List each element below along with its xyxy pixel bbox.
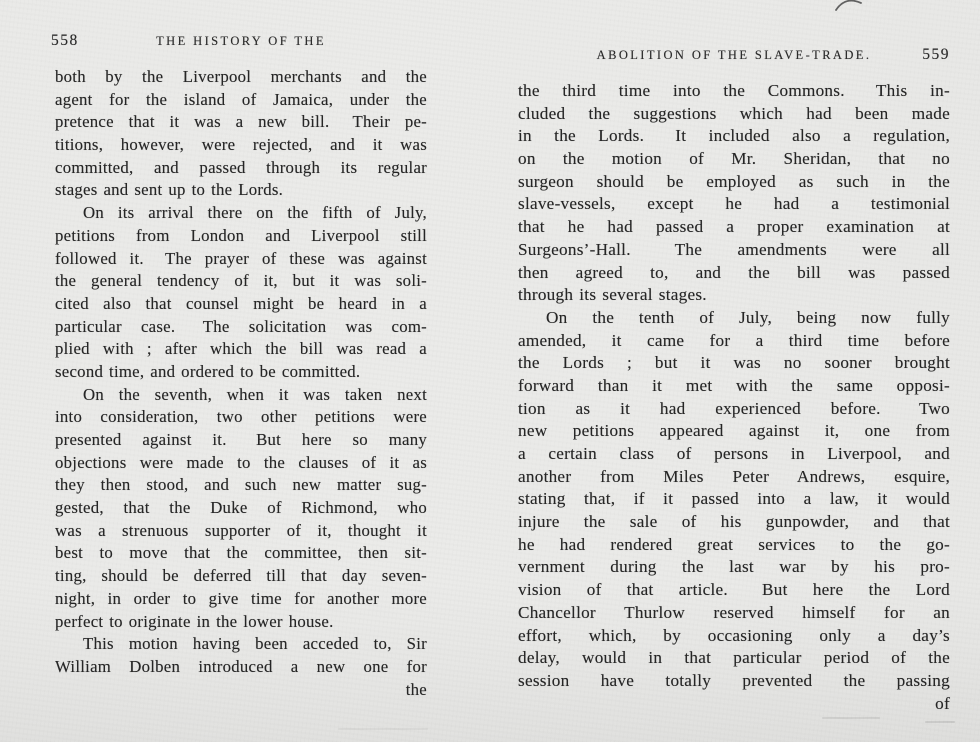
- text-line: objections were made to the clauses of it as: [55, 452, 427, 472]
- text-line: slave-vessels, except he had a testimonial: [518, 194, 950, 214]
- text-line: second time, and ordered to be committed.: [55, 361, 361, 381]
- text-line: ting, should be deferred till that day seven-: [55, 566, 427, 586]
- left-page-header: [51, 32, 427, 52]
- text-line: Chancellor Thurlow reserved himself for an: [518, 602, 950, 622]
- text-line: new petitions appeared against it, one from: [518, 421, 950, 441]
- scan-artifact-pen-stroke: [834, 0, 864, 12]
- right-page: [518, 48, 950, 715]
- text-line: stages and sent up to the Lords.: [55, 180, 284, 200]
- text-line: forward than it met with the same opposi-: [518, 375, 950, 395]
- text-line: through its several stages.: [518, 285, 707, 305]
- text-line: he had rendered great services to the go-: [518, 534, 950, 554]
- text-line: cluded the suggestions which had been made: [518, 103, 950, 123]
- text-line: the third time into the Commons. This in-: [518, 81, 950, 100]
- text-line: On its arrival there on the fifth of July,: [83, 203, 427, 223]
- text-line: gested, that the Duke of Richmond, who: [55, 498, 427, 518]
- scan-smudge: [338, 728, 428, 730]
- text-line: into consideration, two other petitions were: [55, 407, 427, 427]
- text-line: This motion having been acceded to, Sir: [83, 634, 427, 654]
- text-line: session have totally prevented the passing: [518, 670, 950, 690]
- text-line: then agreed to, and the bill was passed: [518, 262, 950, 282]
- left-page-number: 558: [51, 32, 79, 49]
- right-page-number: 559: [922, 46, 950, 63]
- scan-smudge: [822, 717, 880, 719]
- text-line: both by the Liverpool merchants and the: [55, 67, 427, 86]
- text-line: presented against it. But here so many: [55, 430, 427, 449]
- left-page-body: [55, 66, 427, 679]
- right-page-body: [518, 80, 950, 693]
- text-line: delay, would in that particular period of the: [518, 648, 950, 668]
- text-line: cited also that counsel might be heard in a: [55, 293, 427, 313]
- text-line: was a strenuous supporter of it, thought it: [55, 520, 427, 540]
- text-line: followed it. The prayer of these was against: [55, 248, 427, 268]
- right-running-head: ABOLITION OF THE SLAVE-TRADE.: [596, 48, 872, 62]
- text-line: perfect to originate in the lower house.: [55, 611, 334, 631]
- text-line: surgeon should be employed as such in the: [518, 171, 950, 191]
- text-line: particular case. The solicitation was com-: [55, 316, 427, 336]
- text-line: best to move that the committee, then sit-: [55, 543, 427, 563]
- text-line: on the motion of Mr. Sheridan, that no: [518, 149, 950, 169]
- left-catchword: the: [405, 679, 427, 699]
- text-line: they then stood, and such new matter sug-: [55, 475, 427, 495]
- text-line: On the tenth of July, being now fully: [546, 307, 950, 327]
- left-running-head: THE HISTORY OF THE: [156, 34, 326, 48]
- text-line: that he had passed a proper examination at: [518, 217, 950, 237]
- text-line: plied with ; after which the bill was read a: [55, 339, 427, 359]
- text-line: vision of that article. But here the Lord: [518, 580, 950, 600]
- text-line: titions, however, were rejected, and it was: [55, 135, 427, 155]
- text-line: night, in order to give time for another more: [55, 588, 427, 608]
- left-page: [51, 32, 427, 701]
- scan-smudge: [925, 721, 955, 723]
- right-page-header: [518, 48, 950, 66]
- text-line: in the Lords. It included also a regulation,: [518, 126, 950, 146]
- text-line: Surgeons’-Hall. The amendments were all: [518, 239, 950, 259]
- right-catchword: of: [935, 693, 950, 713]
- text-line: the general tendency of it, but it was soli-: [55, 271, 427, 291]
- text-line: pretence that it was a new bill. Their pe-: [55, 112, 427, 132]
- text-line: a certain class of persons in Liverpool, and: [518, 444, 950, 463]
- text-line: tion as it had experienced before. Two: [518, 398, 950, 418]
- text-line: another from Miles Peter Andrews, esquire,: [518, 466, 950, 486]
- text-line: On the seventh, when it was taken next: [83, 384, 427, 404]
- text-line: committed, and passed through its regular: [55, 157, 427, 177]
- text-line: effort, which, by occasioning only a day’s: [518, 625, 950, 645]
- text-line: agent for the island of Jamaica, under the: [55, 89, 427, 109]
- text-line: amended, it came for a third time before: [518, 330, 950, 350]
- text-line: stating that, if it passed into a law, it would: [518, 489, 950, 509]
- text-line: vernment during the last war by his pro-: [518, 557, 950, 577]
- text-line: petitions from London and Liverpool still: [55, 225, 427, 245]
- text-line: injure the sale of his gunpowder, and that: [518, 512, 950, 532]
- text-line: William Dolben introduced a new one for: [55, 656, 427, 676]
- text-line: the Lords ; but it was no sooner brought: [518, 353, 950, 373]
